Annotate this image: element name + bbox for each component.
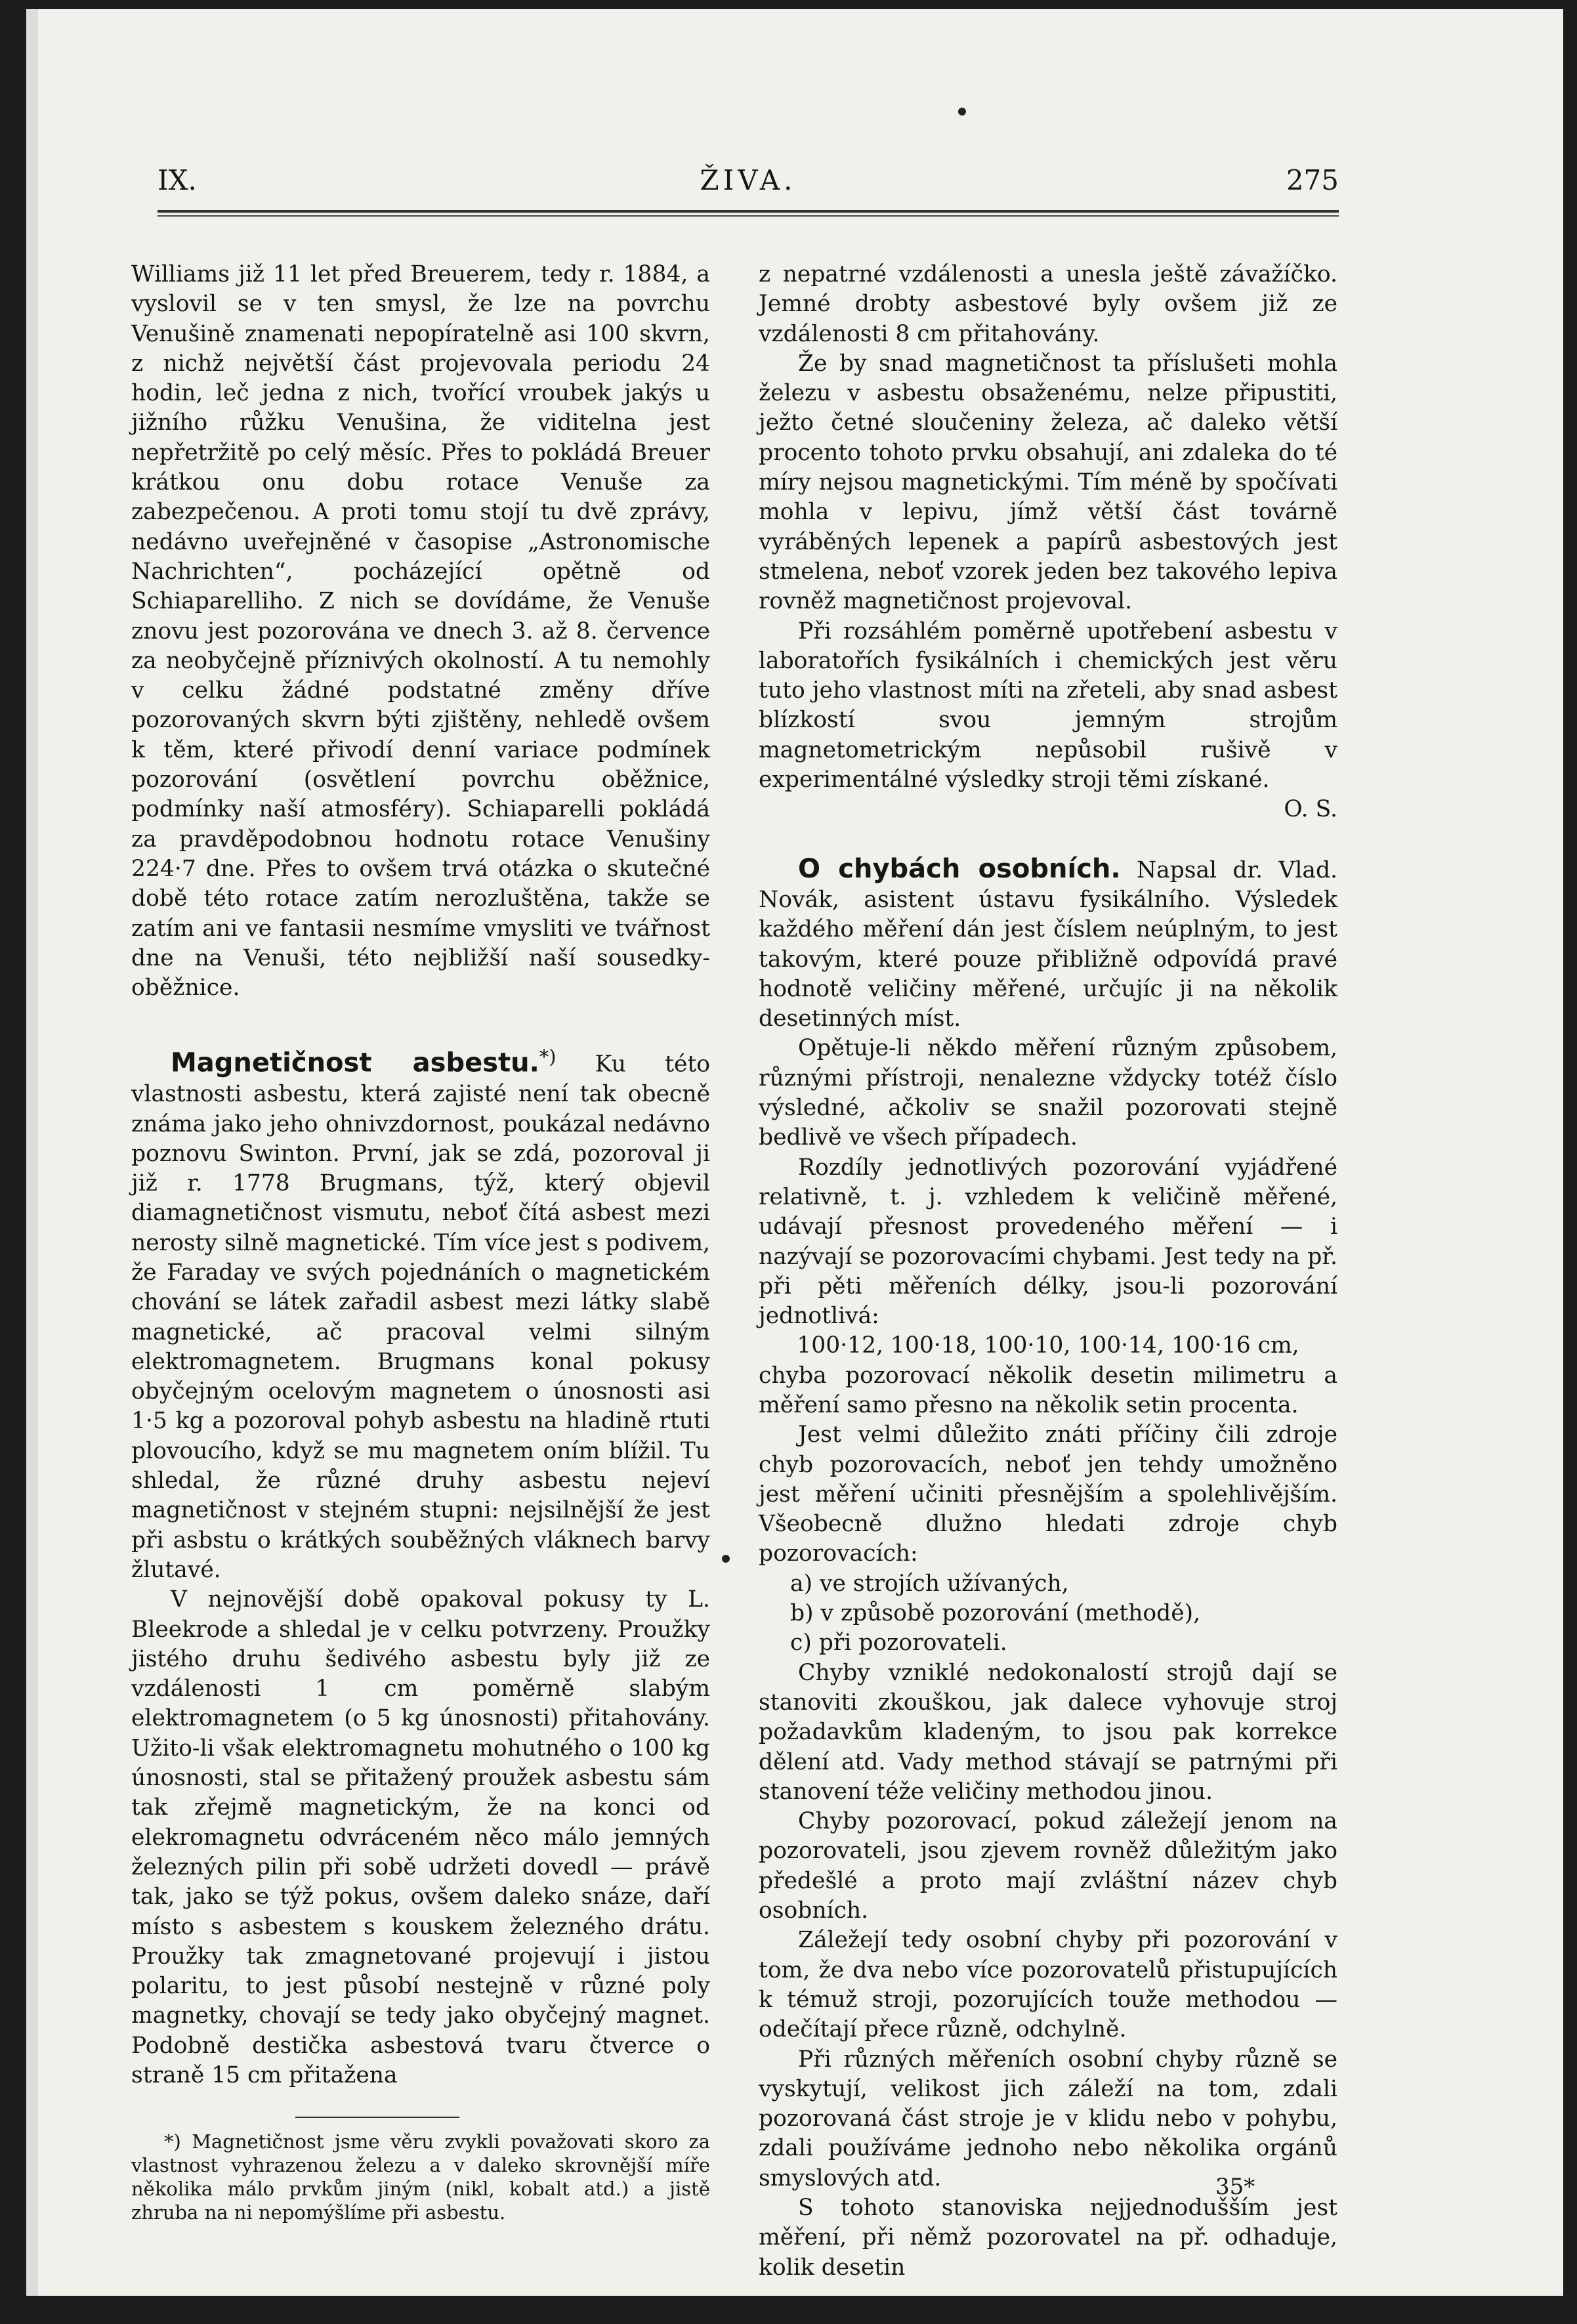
- journal-page: [26, 9, 1563, 2296]
- measurement-values: 100·12, 100·18, 100·10, 100·14, 100·16 cm,: [797, 1332, 1299, 1359]
- footnote-text: *) Magnetičnost jsme věru zvykli považovati skoro za vlastnost vyhrazenou železu a v daleko skrovnější míře několika málo prvkům jiným (nikl, kobalt atd.) a jistě zhruba na ni nepomýšlíme při asbestu.: [131, 2130, 710, 2224]
- right-column: [759, 260, 1337, 2283]
- list-item: b) v způsobě pozorování (methodě),: [790, 1600, 1201, 1627]
- errors-paragraph-9: S tohoto stanoviska nejjednodušším jest měření, při němž pozorovatel na př. odhaduje, kolik desetin: [759, 2195, 1337, 2281]
- errors-paragraph-7: Záležejí tedy osobní chyby při pozorování v tom, že dva nebo více pozorovatelů přistupujících k témuž stroji, pozorujících touže methodou — odečítají přece různě, odchylně.: [759, 1927, 1337, 2043]
- errors-paragraph-3: chyba pozorovací několik desetin milimetru a měření samo přesno na několik setin procenta.: [759, 1362, 1337, 1418]
- print-speck: [722, 1555, 730, 1563]
- errors-paragraph-6: Chyby pozorovací, pokud záležejí jenom na pozorovateli, jsou zjevem rovněž důležitým jako předešlé a proto mají zvláštní název chyb osobních.: [759, 1808, 1337, 1924]
- section-title-errors: O chybách osobních.: [798, 853, 1121, 884]
- error-sources-list: [759, 1569, 1337, 1658]
- volume-number: IX.: [158, 164, 197, 196]
- venus-continuation: Williams již 11 let před Breuerem, tedy r. 1884, a vyslovil se v ten smysl, že lze na povrchu Venušině znamenati nepopíratelně asi 100 skvrn, z nichž největší část projevovala periodu 24 hodin, leč jedna z nich, tvořící vroubek jakýs u jižního růžku Venušina, že viditelna jest nepřetržitě po celý měsíc. Přes to pokládá Breuer krátkou onu dobu rotace Venuše za zabezpečenou. A proti tomu stojí tu dvě zprávy, nedávno uveřejněné v časopise „Astronomische Nachrichten“, pocházející opětně od Schiaparelliho. Z nich se dovídáme, že Venuše znovu jest pozorována ve dnech 3. až 8. července za neobyčejně příznivých okolností. A tu nemohly v celku žádné podstatné změny dříve pozorovaných skvrn býti zjištěny, nehledě ovšem k těm, které přivodí denní variace podmínek pozorování (osvětlení povrchu oběžnice, podmínky naší atmosféry). Schiaparelli pokládá za pravděpodobnou hodnotu rotace Venušiny 224·7 dne. Přes to ovšem trvá otázka o skutečné době této rotace zatím nerozluštěna, takže se zatím ani ve fantasii nesmíme vmysliti ve tvářnost dne na Venuši, této nejbližší naší sousedky-oběžnice.: [131, 261, 710, 1002]
- errors-paragraph-1: Opětuje-li někdo měření různým způsobem, různými přístroji, nenalezne vždycky totéž číslo výsledné, ačkoliv se snažil pozorovati stejně bedlivě ve všech případech.: [759, 1035, 1337, 1151]
- asbestos-paragraph-1: Magnetičnost asbestu.*) Ku této vlastnosti asbestu, která zajisté není tak obecně známa jako jeho ohnivzdornost, poukázal nedávno poznovu Swinton. První, jak se zdá, pozoroval ji již r. 1778 Brugmans, týž, který objevil diamagnetičnost vismutu, neboť čítá asbest mezi nerosty silně magnetické. Tím více jest s podivem, že Faraday ve svých pojednáních o magnetickém chování se látek zařadil asbest mezi látky slabě magnetické, ač pracoval velmi silným elektromagnetem. Brugmans konal pokusy obyčejným ocelovým magnetem o únosnosti asi 1·5 kg a pozoroval pohyb asbestu na hladině rtuti plovoucího, když se mu magnetem oním blížil. Tu shledal, že různé druhy asbestu nejeví magnetičnost v stejném stupni: nejsilnější že jest při asbstu o krátkých souběžných vláknech barvy žlutavé.: [131, 1046, 710, 1583]
- list-item: a) ve strojích užívaných,: [790, 1570, 1069, 1597]
- errors-paragraph-5: Chyby vzniklé nedokonalostí strojů dají se stanoviti zkouškou, jak dalece vyhovuje stroj požadavkům kladeným, to jsou pak korrekce dělení atd. Vady method stávají se patrnými při stanovení téže veličiny methodou jinou.: [759, 1659, 1337, 1805]
- asbestos-paragraph-2: V nejnovější době opakoval pokusy ty L. Bleekrode a shledal je v celku potvrzeny. Proužky jistého druhu šedivého asbestu byly již ze vzdálenosti 1 cm poměrně slabým elektromagnetem (o 5 kg únosnosti) přitahovány. Užito-li však elektromagnetu mohutného o 100 kg únosnosti, stal se přitažený proužek asbestu sám tak zřejmě magnetickým, že na konci od elekromagnetu odvráceném něco málo jemných železných pilin při sobě udržeti dovedl — právě tak, jako se týž pokus, ovšem daleko snáze, daří místo s asbestem s kouskem železného drátu. Proužky tak zmagnetované projevují i jistou polaritu, to jest působí nestejně v různé poly magnetky, chovají se tedy jako obyčejný magnet. Podobně destička asbestová tvaru čtverce o straně 15 cm přitažena: [131, 1586, 710, 2089]
- errors-intro: O chybách osobních. Napsal dr. Vlad. Novák, asistent ústavu fysikálního. Výsledek každého měření dán jest číslem neúplným, to jest takovým, které pouze přibližně odpovídá pravé hodnotě veličiny měřené, určujíc ji na několik desetinných míst.: [759, 853, 1337, 1032]
- asbestos-paragraph-4: Při rozsáhlém poměrně upotřebení asbestu v laboratořích fysikálních i chemických jest věru tuto jeho vlastnost míti na zřeteli, aby snad asbest blízkostí svou jemným strojům magnetometrickým nepůsobil rušivě v experimentálné výsledky stroji těmi získané.: [759, 618, 1337, 793]
- errors-paragraph-2: Rozdíly jednotlivých pozorování vyjádřené relativně, t. j. vzhledem k veličině měřené, udávají přesnost provedeného měření — i nazývají se pozorovacími chybami. Jest tedy na př. při pěti měřeních délky, jsou-li pozorování jednotlivá:: [759, 1154, 1337, 1330]
- section-title-asbestos: Magnetičnost asbestu.: [171, 1047, 539, 1078]
- asbestos-continuation: z nepatrné vzdálenosti a unesla ještě závažíčko. Jemné drobty asbestové byly ovšem již ze vzdálenosti 8 cm přitahovány.: [759, 261, 1337, 347]
- list-item: c) při pozorovateli.: [790, 1630, 1007, 1657]
- asbestos-paragraph-3: Že by snad magnetičnost ta příslušeti mohla železu v asbestu obsaženému, nelze připustiti, ježto četné sloučeniny železa, ač daleko větší procento tohoto prvku obsahují, ani zdaleka do té míry nejsou magnetickými. Tím méně by spočívati mohla v lepivu, jímž větší část továrně vyráběných lepenek a papírů asbestových jest stmelena, neboť vzorek jeden bez takového lepiva rovněž magnetičnost projevoval.: [759, 350, 1337, 615]
- errors-paragraph-8: Při různých měřeních osobní chyby různě se vyskytují, velikost jich záleží na tom, zdali pozorovaná část stroje je v klidu nebo v pohybu, zdali používáme jednoho nebo několika orgánů smyslových atd.: [759, 2046, 1337, 2191]
- header-rule: [158, 210, 1339, 213]
- page-number: 275: [1286, 164, 1339, 196]
- footnote-rule: [295, 2117, 459, 2118]
- footnote-marker: *): [539, 1046, 557, 1068]
- header-rule-thin: [158, 215, 1339, 217]
- author-signature: O. S.: [1284, 796, 1337, 823]
- signature-mark: 35*: [1215, 2174, 1255, 2200]
- left-column: [131, 260, 710, 2224]
- journal-title: ŽIVA.: [700, 164, 797, 196]
- footnote: [131, 2130, 710, 2224]
- page-edge: [26, 9, 38, 2296]
- running-header: [158, 164, 1339, 210]
- print-speck: [958, 108, 966, 116]
- errors-paragraph-4: Jest velmi důležito znáti příčiny čili zdroje chyb pozorovacích, neboť jen tehdy umožněno jest měření učiniti přesnějším a spolehlivějším. Všeobecně dlužno hledati zdroje chyb pozorovacích:: [759, 1422, 1337, 1567]
